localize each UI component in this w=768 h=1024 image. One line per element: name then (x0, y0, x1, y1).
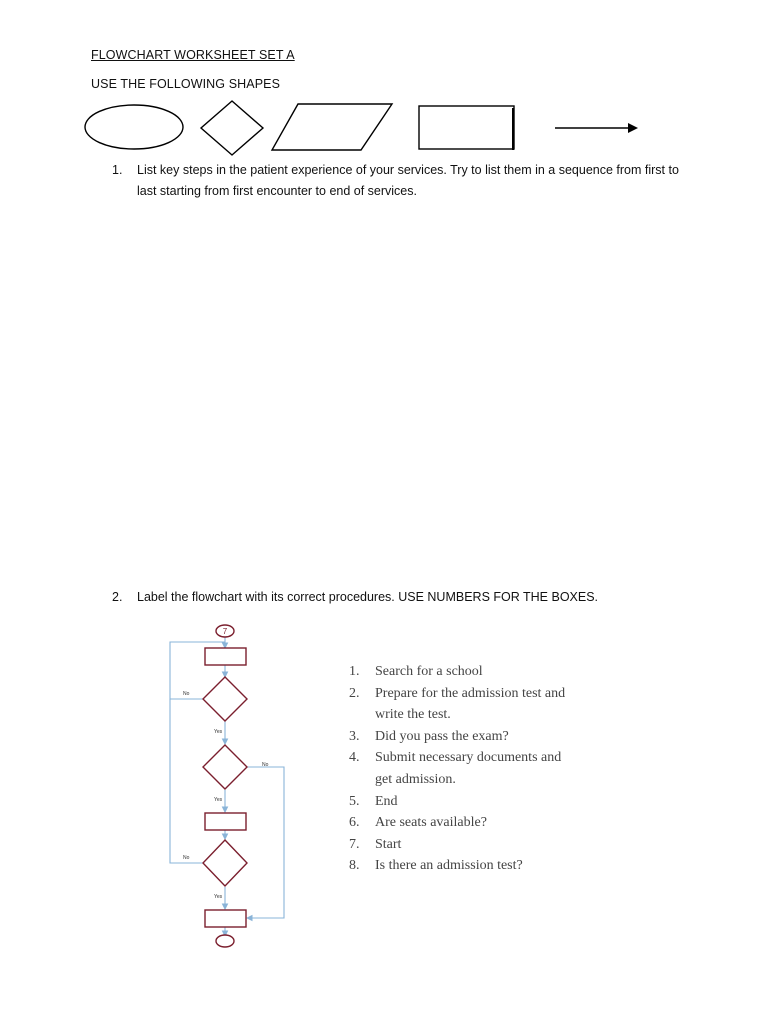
start-label: 7 (222, 627, 228, 636)
yes-label: Yes (214, 797, 223, 803)
list-item: 4. Submit necessary documents and (349, 750, 562, 766)
end-oval (216, 935, 234, 947)
list-item: 3. Did you pass the exam? (349, 728, 509, 744)
decision-diamond-1 (203, 677, 247, 721)
decision-diamond-3 (203, 840, 247, 886)
question-number: 1. (112, 163, 123, 177)
no-label: No (262, 762, 269, 768)
no-label: No (183, 855, 190, 861)
question-text: List key steps in the patient experience of your services. Try to list them in a sequence from first to last starting from first encounter to end of services. (137, 163, 679, 198)
question-number: 2. (112, 590, 123, 604)
process-box-2 (205, 813, 246, 830)
list-item: 8. Is there an admission test? (349, 858, 523, 874)
process-box-3 (205, 910, 246, 927)
shapes-instruction: USE THE FOLLOWING SHAPES (91, 77, 281, 91)
list-item: 5. End (349, 793, 398, 809)
procedure-list (349, 661, 609, 877)
list-item: 6. Are seats available? (349, 815, 487, 831)
yes-label: Yes (214, 894, 223, 900)
worksheet-title: FLOWCHART WORKSHEET SET A (91, 48, 295, 62)
question-text: Label the flowchart with its correct procedures. USE NUMBERS FOR THE BOXES. (137, 590, 599, 604)
no-label: No (183, 691, 190, 697)
list-item: 7. Start (349, 836, 402, 852)
yes-label: Yes (214, 729, 223, 735)
list-item: 2. Prepare for the admission test and (349, 685, 566, 701)
decision-diamond-2 (203, 745, 247, 789)
process-box-1 (205, 648, 246, 665)
list-item-continuation: get admission. (375, 771, 456, 787)
list-item: 1. Search for a school (349, 664, 483, 679)
list-item-continuation: write the test. (375, 707, 451, 723)
